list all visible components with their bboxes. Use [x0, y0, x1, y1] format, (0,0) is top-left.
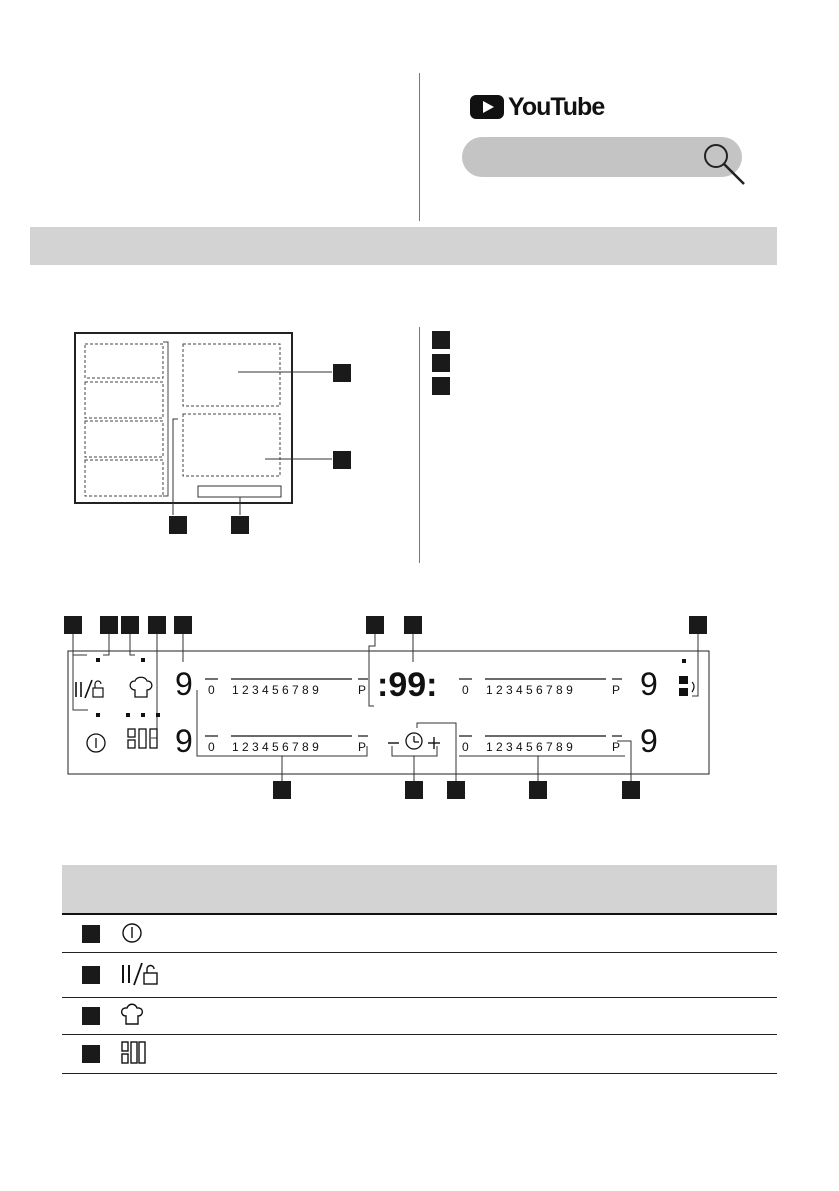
symbols-table-header — [62, 865, 777, 915]
scale-numbers-label: 1 2 3 4 5 6 7 8 9 — [486, 683, 573, 697]
diagram-divider — [419, 327, 420, 563]
search-icon[interactable] — [702, 140, 752, 188]
scale-zero-label: 0 — [208, 740, 215, 754]
legend-badge-2 — [432, 354, 450, 372]
youtube-logo — [470, 92, 605, 122]
bridge-zones-icon — [120, 1040, 146, 1066]
youtube-play-icon — [470, 95, 504, 119]
table-row — [62, 998, 777, 1035]
legend-badge-1 — [432, 331, 450, 349]
hob-layout-diagram — [60, 320, 360, 540]
power-icon — [120, 921, 144, 945]
scale-zero-label: 0 — [462, 740, 469, 754]
scale-p-label: P — [358, 683, 367, 697]
top-divider — [419, 73, 420, 221]
scale-numbers-label: 1 2 3 4 5 6 7 8 9 — [486, 740, 573, 754]
youtube-wordmark: YouTube — [508, 93, 605, 121]
row-badge — [82, 1007, 100, 1025]
zone-level-digit: 9 — [640, 723, 658, 759]
zone-level-digit: 9 — [175, 666, 193, 702]
table-row — [62, 915, 777, 953]
control-panel-diagram — [55, 610, 725, 805]
scale-p-label: P — [612, 740, 621, 754]
row-badge — [82, 925, 100, 943]
scale-p-label: P — [358, 740, 367, 754]
row-badge — [82, 966, 100, 984]
search-bar[interactable] — [462, 137, 742, 177]
pause-lock-icon — [120, 961, 162, 987]
scale-zero-label: 0 — [462, 683, 469, 697]
chef-hat-icon — [120, 1003, 144, 1027]
zone-level-digit: 9 — [175, 723, 193, 759]
zone-level-digit: 9 — [640, 666, 658, 702]
legend-badge-3 — [432, 377, 450, 395]
scale-numbers-label: 1 2 3 4 5 6 7 8 9 — [232, 683, 319, 697]
scale-zero-label: 0 — [208, 683, 215, 697]
scale-p-label: P — [612, 683, 621, 697]
scale-numbers-label: 1 2 3 4 5 6 7 8 9 — [232, 740, 319, 754]
timer-readout: :99: — [377, 666, 438, 704]
table-row — [62, 953, 777, 998]
section-heading-band — [30, 227, 777, 265]
row-badge — [82, 1045, 100, 1063]
table-row — [62, 1035, 777, 1074]
